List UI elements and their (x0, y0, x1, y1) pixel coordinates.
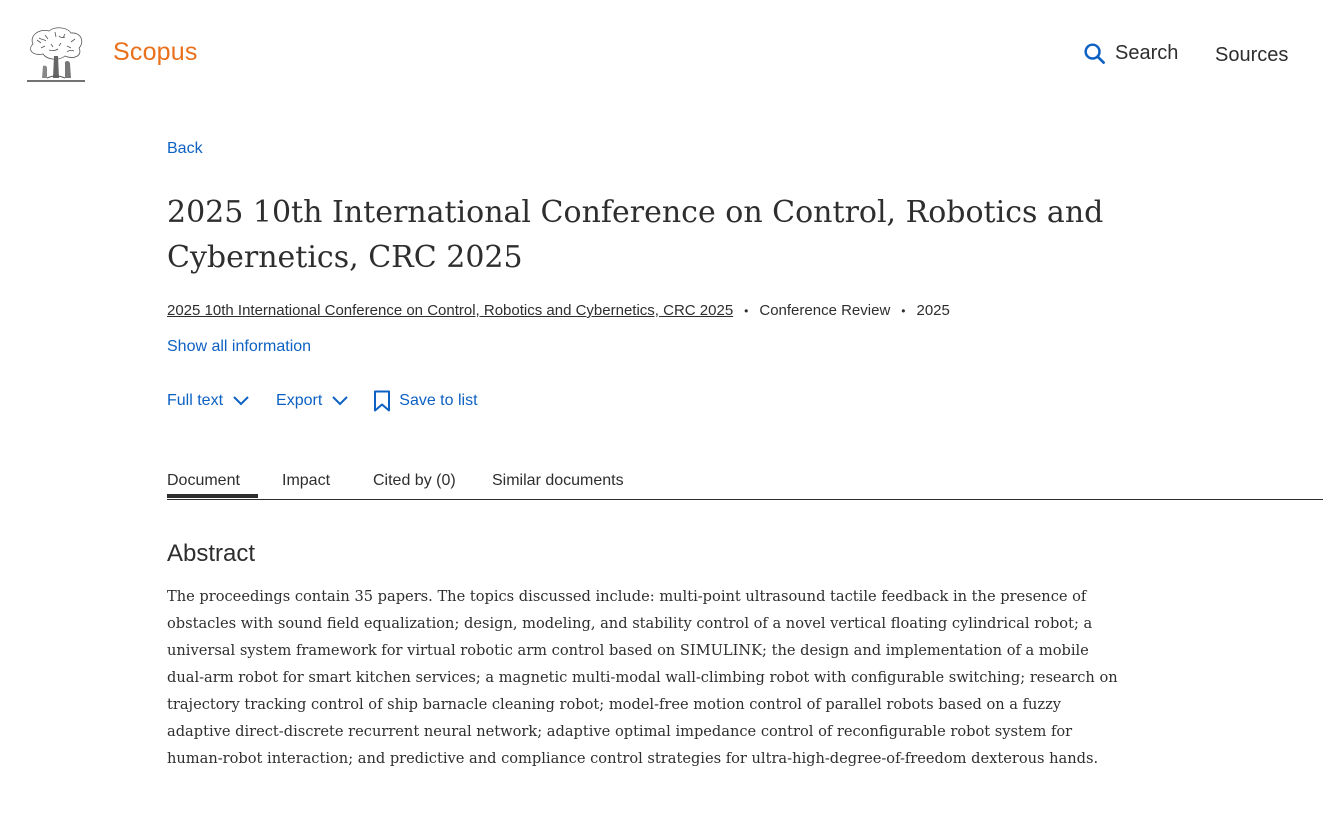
nav-sources-link[interactable]: Sources (1215, 44, 1289, 66)
chevron-down-icon (232, 395, 250, 407)
top-header (0, 0, 1323, 110)
save-to-list-button[interactable] (373, 390, 477, 412)
tab-cited-by[interactable]: Cited by (0) (373, 472, 456, 489)
elsevier-tree-icon[interactable] (25, 26, 87, 84)
chevron-down-icon (331, 395, 349, 407)
nav-search-label: Search (1115, 42, 1179, 64)
document-actions (167, 390, 478, 412)
nav-search-link[interactable] (1083, 42, 1178, 65)
search-icon (1083, 42, 1106, 65)
document-type: Conference Review (759, 302, 891, 319)
document-title: 2025 10th International Conference on Control, Robotics and Cybernetics, CRC 2025 (167, 195, 1104, 275)
tab-similar-documents[interactable]: Similar documents (492, 472, 624, 489)
export-label: Export (276, 392, 323, 409)
scopus-logo-text[interactable]: Scopus (113, 38, 198, 66)
publication-year: 2025 (916, 302, 950, 319)
export-button[interactable] (276, 392, 349, 410)
full-text-button[interactable] (167, 392, 250, 410)
back-link[interactable]: Back (167, 140, 203, 157)
tab-impact[interactable]: Impact (282, 472, 331, 489)
tab-document[interactable]: Document (167, 472, 240, 489)
full-text-label: Full text (167, 392, 224, 409)
bookmark-icon (373, 390, 391, 412)
abstract-heading: Abstract (167, 540, 256, 567)
meta-separator: • (901, 303, 906, 318)
source-title-link[interactable]: 2025 10th International Conference on Control, Robotics and Cybernetics, CRC 2025 (167, 302, 734, 319)
show-all-information-link[interactable]: Show all information (167, 338, 312, 355)
document-meta (167, 302, 950, 319)
document-tabs (167, 466, 1323, 500)
meta-separator: • (744, 303, 749, 318)
save-to-list-label: Save to list (399, 392, 478, 409)
abstract-text: The proceedings contain 35 papers. The topics discussed include: multi-point ultrasound tactile feedback in the presence of obstacles with sound field equalization; design, modeling, and stability control of a novel vertical floating cylindrical robot; a universal system framework for virtual robotic arm control based on SIMULINK; the design and implementation of a mobile dual-arm robot for smart kitchen services; a magnetic multi-modal wall-climbing robot with configurable switching; research on trajectory tracking control of ship barnacle cleaning robot; model-free motion control of parallel robots based on a fuzzy adaptive direct-discrete recurrent neural network; adaptive optimal impedance control of reconfigurable robot system for human-robot interaction; and predictive and compliance control strategies for ultra-high-degree-of-freedom dexterous hands. (167, 588, 1118, 767)
